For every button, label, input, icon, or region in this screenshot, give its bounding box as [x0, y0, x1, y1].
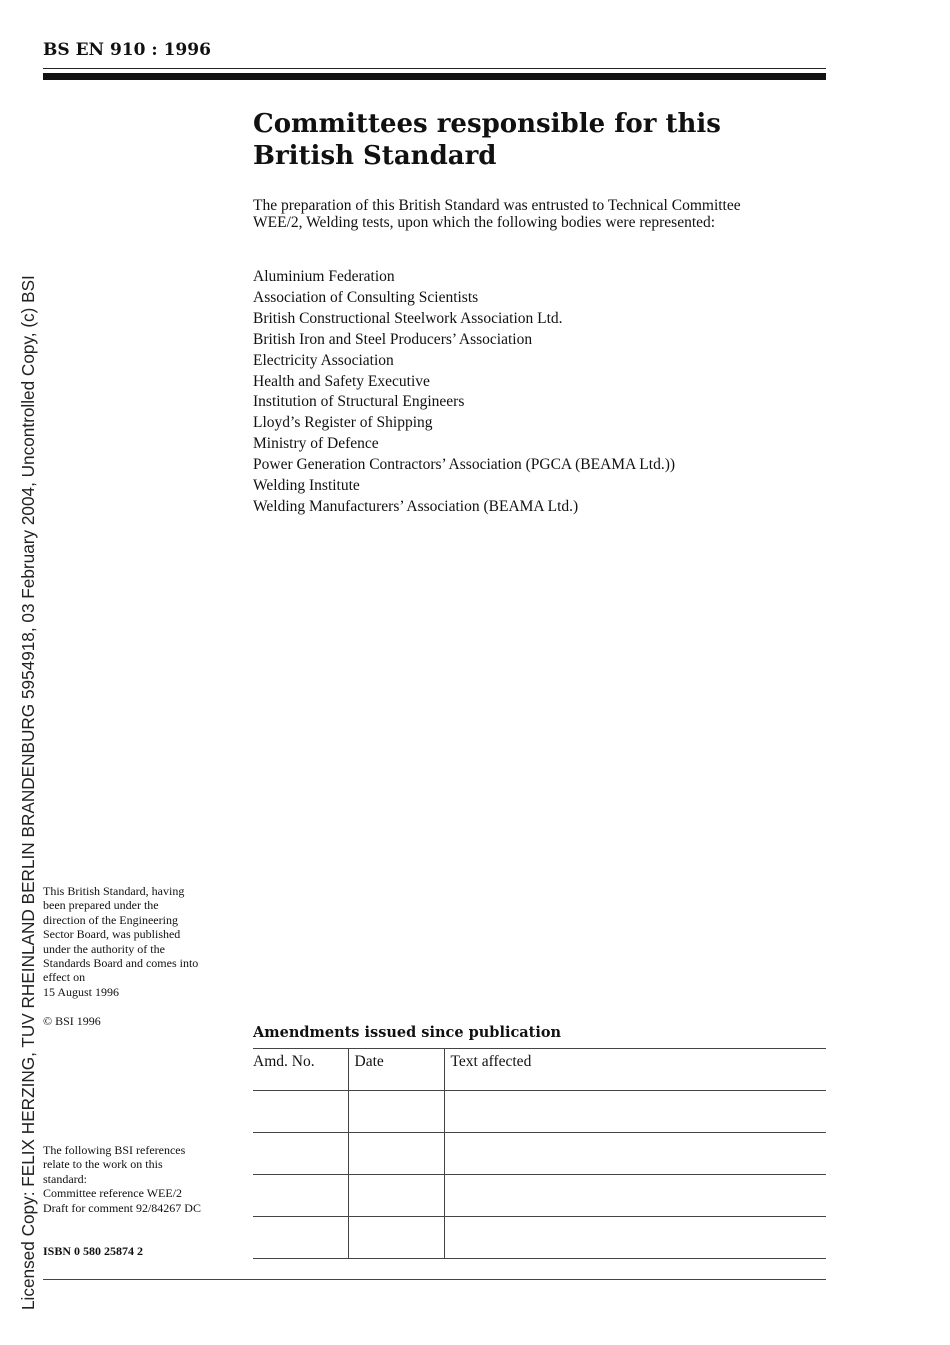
note-line: effect on — [43, 970, 86, 985]
draft-reference: Draft for comment 92/84267 DC — [43, 1200, 201, 1215]
note-line: Sector Board, was published — [43, 927, 181, 942]
list-item: British Iron and Steel Producers’ Association — [253, 330, 533, 348]
note-line: under the authority of the — [43, 941, 165, 956]
list-item: Association of Consulting Scientists — [253, 288, 479, 306]
note-line: This British Standard, having — [43, 884, 185, 898]
table-cell — [253, 1175, 348, 1217]
note-line: Standards Board and comes into — [43, 956, 199, 971]
table-header-row — [253, 1049, 826, 1091]
list-item: Electricity Association — [253, 351, 394, 369]
license-watermark: Licensed Copy: FELIX HERZING, TUV RHEINLAND BERLIN BRANDENBURG 5954918, 03 February 2004, Uncontrolled Copy, (c) BSI — [18, 275, 38, 1310]
table-row — [253, 1133, 826, 1175]
intro-line-2: WEE/2, Welding tests, upon which the following bodies were represented: — [253, 214, 716, 231]
list-item: British Constructional Steelwork Association Ltd. — [253, 309, 563, 327]
table-cell — [253, 1091, 348, 1133]
bsi-references-note — [43, 1143, 233, 1215]
intro-paragraph — [253, 197, 813, 231]
footer-rule — [43, 1279, 826, 1280]
list-item: Health and Safety Executive — [253, 372, 430, 390]
header-rule-thin — [43, 68, 826, 69]
column-header-amd-no: Amd. No. — [253, 1049, 348, 1091]
table-cell — [444, 1091, 826, 1133]
title-line-2: British Standard — [253, 141, 497, 171]
table-cell — [253, 1217, 348, 1259]
column-header-date: Date — [348, 1049, 444, 1091]
list-item: Ministry of Defence — [253, 435, 379, 453]
effective-date: 15 August 1996 — [43, 984, 120, 999]
table-cell — [253, 1133, 348, 1175]
page-title — [253, 108, 813, 172]
list-item: Lloyd’s Register of Shipping — [253, 414, 433, 432]
table-row — [253, 1175, 826, 1217]
table-cell — [348, 1217, 444, 1259]
table-cell — [348, 1091, 444, 1133]
publication-note — [43, 884, 233, 999]
note-line: been prepared under the — [43, 898, 159, 913]
represented-bodies-list — [253, 267, 675, 518]
list-item: Power Generation Contractors’ Association (PGCA (BEAMA Ltd.)) — [253, 456, 676, 474]
amendments-title: Amendments issued since publication — [253, 1024, 562, 1041]
isbn: ISBN 0 580 25874 2 — [43, 1244, 144, 1258]
copyright-notice: © BSI 1996 — [43, 1014, 101, 1028]
table-cell — [444, 1217, 826, 1259]
table-row — [253, 1217, 826, 1259]
document-code: BS EN 910 : 1996 — [43, 40, 211, 60]
list-item: Aluminium Federation — [253, 268, 395, 285]
list-item: Welding Manufacturers’ Association (BEAMA Ltd.) — [253, 497, 579, 515]
table-row — [253, 1091, 826, 1133]
amendments-table — [253, 1048, 826, 1259]
title-line-1: Committees responsible for this — [253, 109, 721, 139]
header-rule-thick — [43, 73, 826, 80]
note-line: direction of the Engineering — [43, 912, 178, 927]
table-cell — [348, 1175, 444, 1217]
note-line: relate to the work on this — [43, 1157, 163, 1172]
list-item: Institution of Structural Engineers — [253, 393, 465, 411]
list-item: Welding Institute — [253, 477, 360, 495]
table-cell — [444, 1133, 826, 1175]
table-cell — [444, 1175, 826, 1217]
note-line: The following BSI references — [43, 1143, 186, 1157]
committee-reference: Committee reference WEE/2 — [43, 1186, 183, 1201]
column-header-text-affected: Text affected — [444, 1049, 826, 1091]
note-line: standard: — [43, 1171, 87, 1186]
table-cell — [348, 1133, 444, 1175]
intro-line-1: The preparation of this British Standard was entrusted to Technical Committee — [253, 197, 741, 214]
